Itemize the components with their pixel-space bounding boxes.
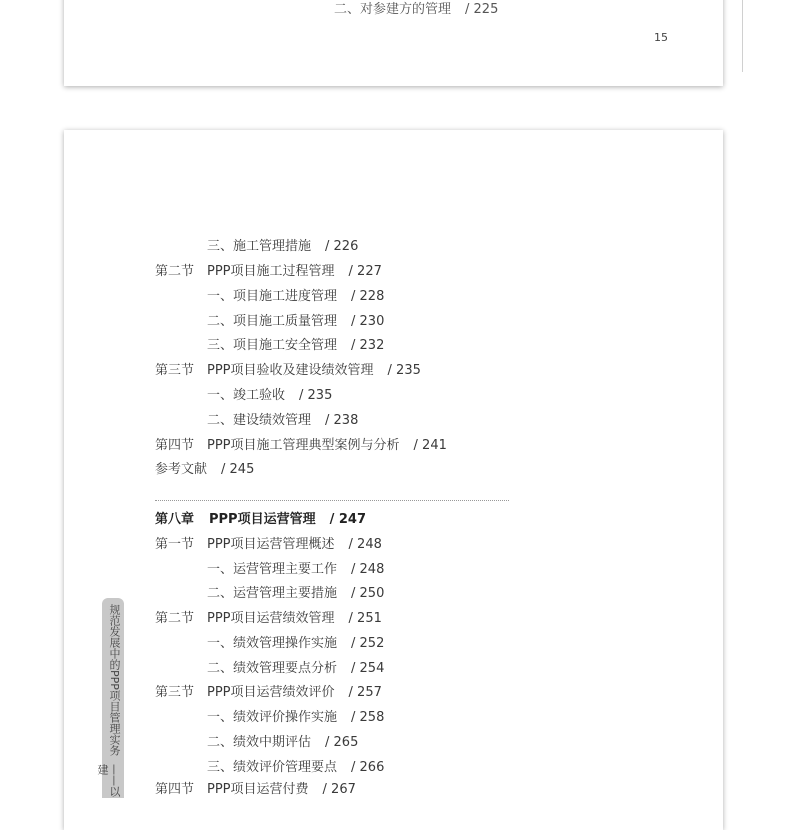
toc-entry-title: 一、绩效评价操作实施 bbox=[207, 710, 338, 725]
toc-entry-title: 三、施工管理措施 bbox=[207, 239, 312, 254]
toc-section bbox=[155, 781, 356, 799]
toc-entry-page: / 232 bbox=[351, 338, 385, 353]
toc-entry bbox=[207, 734, 358, 752]
toc-entry-page: / 267 bbox=[322, 782, 356, 797]
toc-entry-page: / 225 bbox=[465, 2, 499, 17]
toc-entry bbox=[207, 585, 384, 603]
toc-entry-title: 一、绩效管理操作实施 bbox=[207, 636, 338, 651]
toc-section-label: 第三节 bbox=[155, 363, 195, 378]
toc-entry-page: / 252 bbox=[351, 636, 385, 651]
toc-section bbox=[155, 263, 382, 281]
toc-entry-title: 一、项目施工进度管理 bbox=[207, 289, 338, 304]
toc-entry bbox=[207, 313, 384, 331]
page-number: 15 bbox=[654, 31, 668, 44]
toc-entry-title: 三、项目施工安全管理 bbox=[207, 338, 338, 353]
toc-entry-title: 参考文献 bbox=[155, 462, 208, 477]
toc-entry-page: / 248 bbox=[351, 562, 385, 577]
toc-entry-title: PPP项目运营绩效评价 bbox=[207, 685, 335, 700]
toc-section bbox=[155, 684, 382, 702]
spine-tab bbox=[96, 598, 124, 798]
toc-section-label: 第二节 bbox=[155, 264, 195, 279]
toc-entry bbox=[207, 288, 384, 306]
toc-section-label: 第一节 bbox=[155, 537, 195, 552]
toc-entry-title: 三、绩效评价管理要点 bbox=[207, 760, 338, 775]
toc-references bbox=[155, 461, 254, 479]
toc-section-label: 第四节 bbox=[155, 782, 195, 797]
toc-entry-title: PPP项目验收及建设绩效管理 bbox=[207, 363, 374, 378]
toc-entry-title: PPP项目运营付费 bbox=[207, 782, 309, 797]
toc-entry-title: PPP项目施工过程管理 bbox=[207, 264, 335, 279]
toc-entry-title: 二、对参建方的管理 bbox=[334, 2, 452, 17]
toc-entry-page: / 266 bbox=[351, 760, 385, 775]
toc-entry-page: / 251 bbox=[348, 611, 382, 626]
toc-entry-title: PPP项目运营管理概述 bbox=[207, 537, 335, 552]
toc-entry-page: / 226 bbox=[325, 239, 359, 254]
toc-chapter-label: 第八章 bbox=[155, 512, 195, 527]
toc-entry-title: 一、运营管理主要工作 bbox=[207, 562, 338, 577]
toc-entry bbox=[207, 635, 384, 653]
toc-entry-page: / 238 bbox=[325, 413, 359, 428]
toc-entry-page: / 265 bbox=[325, 735, 359, 750]
toc-entry-page: / 227 bbox=[348, 264, 382, 279]
toc-entry bbox=[207, 387, 332, 405]
toc-entry-page: / 258 bbox=[351, 710, 385, 725]
toc-entry bbox=[207, 759, 384, 777]
toc-section-label: 第四节 bbox=[155, 438, 195, 453]
toc-entry bbox=[207, 337, 384, 355]
toc-entry-page: / 235 bbox=[299, 388, 333, 403]
toc-entry-title: 一、竣工验收 bbox=[207, 388, 286, 403]
toc-section bbox=[155, 362, 421, 380]
toc-entry-title: 二、绩效管理要点分析 bbox=[207, 661, 338, 676]
toc-entry-page: / 230 bbox=[351, 314, 385, 329]
toc-entry-title: 二、运营管理主要措施 bbox=[207, 586, 338, 601]
toc-entry-title: PPP项目运营绩效管理 bbox=[207, 611, 335, 626]
spine-subtitle: ——以建 bbox=[96, 764, 121, 797]
toc-entry-page: / 257 bbox=[348, 685, 382, 700]
toc-entry-page: / 235 bbox=[387, 363, 421, 378]
toc-section bbox=[155, 536, 382, 554]
toc-chapter-title: PPP项目运营管理 bbox=[209, 512, 316, 527]
spine-title: 规范发展中的PPP项目管理实务 bbox=[108, 604, 121, 756]
page-edge-line bbox=[742, 0, 743, 72]
toc-entry-title: 二、建设绩效管理 bbox=[207, 413, 312, 428]
toc-entry-page: / 250 bbox=[351, 586, 385, 601]
toc-entry-page: / 254 bbox=[351, 661, 385, 676]
chapter-divider bbox=[155, 500, 509, 501]
toc-entry bbox=[207, 709, 384, 727]
toc-entry-top bbox=[334, 0, 498, 17]
toc-entry-page: / 241 bbox=[413, 438, 447, 453]
toc-entry-page: / 247 bbox=[329, 512, 367, 527]
toc-entry bbox=[207, 561, 384, 579]
previous-page bbox=[64, 0, 723, 86]
toc-section-label: 第三节 bbox=[155, 685, 195, 700]
toc-entry-page: / 248 bbox=[348, 537, 382, 552]
toc-entry-page: / 245 bbox=[221, 462, 255, 477]
toc-chapter bbox=[155, 511, 366, 529]
current-page bbox=[64, 130, 723, 830]
toc-entry-title: 二、项目施工质量管理 bbox=[207, 314, 338, 329]
toc-entry-page: / 228 bbox=[351, 289, 385, 304]
toc-section-label: 第二节 bbox=[155, 611, 195, 626]
toc-entry bbox=[207, 660, 384, 678]
toc-entry-title: 二、绩效中期评估 bbox=[207, 735, 312, 750]
toc-section bbox=[155, 437, 447, 455]
toc-section bbox=[155, 610, 382, 628]
toc-entry bbox=[207, 238, 358, 256]
toc-entry-title: PPP项目施工管理典型案例与分析 bbox=[207, 438, 400, 453]
toc-entry bbox=[207, 412, 358, 430]
